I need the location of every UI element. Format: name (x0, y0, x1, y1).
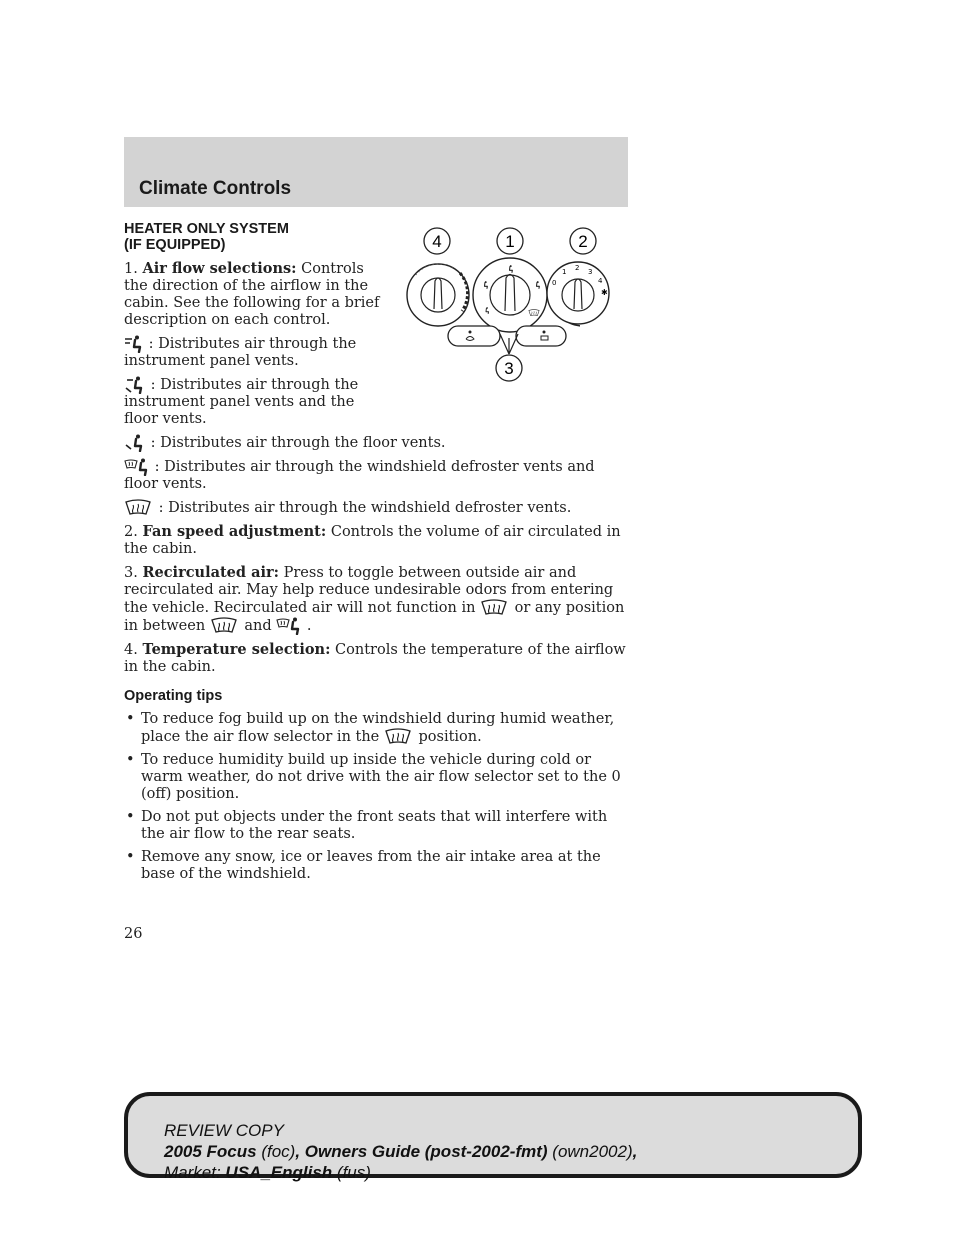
defrost-icon (124, 499, 154, 517)
list-item: • To reduce humidity build up inside the vehicle during cold or warm weather, do not drive with the air flow selector set to the 0 (off) position. (124, 752, 630, 803)
item-text: Press to toggle between outside air and recirculated air. May help reduce undesirable odors from entering the vehicle. Recirculated air will not function in (124, 565, 614, 616)
header-band (124, 137, 628, 207)
mode-defrost-text: : Distributes air through the windshield defroster vents. (158, 500, 572, 516)
panel-floor-vent-icon (124, 376, 146, 394)
defrost-floor-icon (276, 617, 302, 635)
item-fan (124, 523, 630, 558)
section-heading (124, 221, 384, 253)
fan-scale-1: 1 (562, 268, 567, 276)
list-item: • Remove any snow, ice or leaves from the air intake area at the base of the windshield. (124, 849, 630, 883)
footer-guide: , Owners Guide (post-2002-fmt) (295, 1142, 548, 1161)
item-temp (124, 641, 630, 676)
fan-scale-4: 4 (598, 277, 603, 285)
callout-1: 1 (505, 232, 515, 251)
footer-market: USA_English (225, 1163, 333, 1182)
section-heading-line1: HEATER ONLY SYSTEM (124, 221, 289, 237)
item-label: Temperature selection: (142, 641, 331, 658)
tip-text: To reduce fog build up on the windshield during humid weather, place the air flow selector in the (141, 711, 615, 745)
item-text: and (244, 618, 272, 634)
footer-market-label: Market: (164, 1163, 221, 1182)
tips-list (124, 711, 630, 883)
item-number: 1. (124, 261, 138, 277)
floor-vent-icon (124, 434, 146, 452)
defrost-icon (210, 617, 240, 635)
defrost-icon (384, 728, 414, 746)
mode-defrost-floor (124, 458, 630, 493)
page-title: Climate Controls (139, 178, 292, 199)
callout-3: 3 (504, 359, 514, 378)
item-label: Fan speed adjustment: (142, 523, 327, 540)
footer-text (164, 1120, 637, 1183)
item-text: . (306, 618, 312, 634)
item-airflow (124, 260, 384, 329)
mode-panel-text: : Distributes air through the instrument panel vents. (124, 336, 357, 369)
item-text: Controls the temperature of the airflow in the cabin. (124, 642, 626, 675)
mode-panel-floor (124, 376, 384, 428)
footer-line1: REVIEW COPY (164, 1121, 284, 1140)
tip-text: position. (418, 729, 482, 745)
tips-heading: Operating tips (124, 688, 223, 704)
fan-scale-0: 0 (552, 279, 557, 287)
item-text: Controls the volume of air circulated in the cabin. (124, 524, 621, 557)
item-text: or any position in between (124, 600, 625, 634)
footer-model: 2005 Focus (164, 1142, 257, 1161)
mode-defrost-floor-text: : Distributes air through the windshield defroster vents and floor vents. (124, 459, 595, 492)
defrost-icon (480, 599, 510, 617)
list-item (124, 711, 630, 746)
defrost-floor-icon (124, 458, 150, 476)
section-heading-line2: (IF EQUIPPED) (124, 237, 226, 253)
fan-scale-2: 2 (575, 264, 580, 272)
item-recirc (124, 564, 630, 635)
mode-panel (124, 335, 384, 370)
footer-line3 (164, 1162, 637, 1183)
item-number: 4. (124, 642, 138, 658)
footer-line2 (164, 1141, 637, 1162)
item-label: Air flow selections: (142, 260, 297, 277)
panel-vent-icon (124, 335, 144, 353)
page-number: 26 (124, 926, 143, 942)
list-item: • Do not put objects under the front seats that will interfere with the air flow to the rear seats. (124, 809, 630, 843)
item-text: Controls the direction of the airflow in the cabin. See the following for a brief description on each control. (124, 261, 380, 328)
callout-4: 4 (432, 232, 442, 251)
footer-market-code: (fus) (336, 1163, 371, 1182)
footer-comma: , (632, 1142, 638, 1161)
item-number: 3. (124, 565, 138, 581)
footer-guide-code: (own2002) (552, 1142, 633, 1161)
item-number: 2. (124, 524, 138, 540)
fan-max-mark: ✱ (601, 288, 608, 297)
mode-panel-floor-text: : Distributes air through the instrument panel vents and the floor vents. (124, 377, 359, 427)
main-content (124, 221, 630, 889)
review-footer (124, 1092, 862, 1182)
callout-2: 2 (578, 232, 588, 251)
item-label: Recirculated air: (142, 564, 279, 581)
fan-scale-3: 3 (588, 268, 593, 276)
mode-floor-text: : Distributes air through the floor vents. (150, 435, 446, 451)
footer-model-code: (foc) (261, 1142, 296, 1161)
mode-floor (124, 434, 630, 452)
mode-defrost (124, 499, 630, 517)
